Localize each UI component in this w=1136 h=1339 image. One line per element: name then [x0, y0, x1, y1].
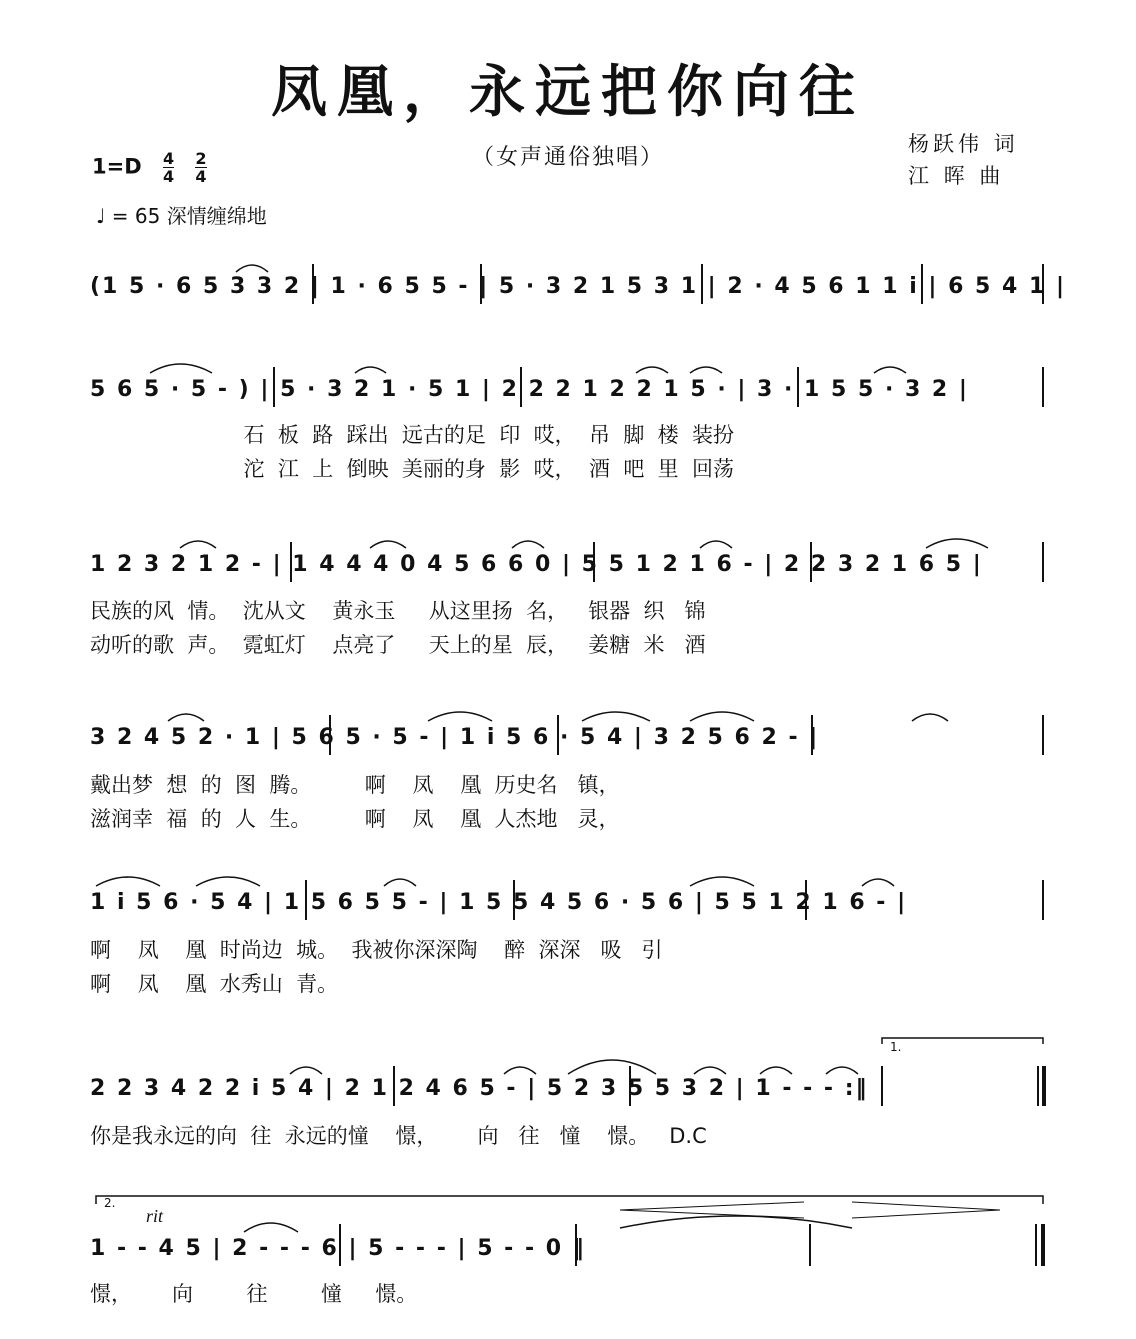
song-subtitle: （女声通俗独唱） [471, 145, 664, 170]
notes-row-4: 3 2 4 5 2 · 1 | 5 6 5 · 5 - | 1 i 5 6 · 5 4 | 3 2 5 6 2 - | [90, 725, 820, 750]
quarter-note-icon: ♩ [96, 204, 106, 228]
lyrics-row-5-verse-2: 啊 凤 凰 水秀山 青。 [90, 972, 339, 996]
lyrics-row-3-verse-1: 民族的风 情。 沈从文 黄永玉 从这里扬 名， 银器 织 锦 [90, 599, 706, 623]
song-title: 凤凰，永远把你向往 [271, 60, 865, 125]
lyricist-credit: 杨跃伟 词 [908, 132, 1019, 156]
notes-row-5: 1 i 5 6 · 5 4 | 1 5 6 5 5 - | 1 5 5 4 5 6 · 5 6 | 5 5 1 2 1 6 - | [90, 890, 908, 915]
lyrics-row-6: 你是我永远的向 往 永远的憧 憬， 向 往 憧 憬。 D.C [90, 1124, 707, 1148]
notes-row-6: 2 2 3 4 2 2 i 5 4 | 2 1 2 4 6 5 - | 5 2 3 5 5 3 2 | 1 - - - :‖ [90, 1076, 869, 1101]
lyrics-row-7: 憬， 向 往 憧 憬。 [90, 1282, 418, 1306]
lyrics-row-4-verse-1: 戴出梦 想 的 图 腾。 啊 凤 凰 历史名 镇， [90, 773, 620, 797]
lyrics-row-2-verse-1: 石 板 路 踩出 远古的足 印 哎， 吊 脚 楼 装扮 [90, 423, 735, 447]
notes-row-1: (1 5 · 6 5 3 3 2 | 1 · 6 5 5 - | 5 · 3 2 1 5 3 1 | 2 · 4 5 6 1 1 i | 6 5 4 1 | [90, 274, 1066, 299]
tempo-text: = 65 深情缠绵地 [111, 204, 267, 228]
rit-marking: rit [146, 1206, 164, 1226]
lyrics-row-2-verse-2: 沱 江 上 倒映 美丽的身 影 哎， 酒 吧 里 回荡 [90, 457, 735, 481]
notes-row-7: 1 - - 4 5 | 2 - - - 6 | 5 - - - | 5 - - 0 ‖ [90, 1236, 586, 1261]
lyrics-row-5-verse-1: 啊 凤 凰 时尚边 城。 我被你深深陶 醉 深深 吸 引 [90, 938, 663, 962]
composer-credit: 江 晖 曲 [908, 164, 1005, 188]
key-label: 1=D [92, 154, 142, 179]
lyrics-row-3-verse-2: 动听的歌 声。 霓虹灯 点亮了 天上的星 辰， 姜糖 米 酒 [90, 633, 706, 657]
notes-row-3: 1 2 3 2 1 2 - | 1 4 4 4 0 4 5 6 6 0 | 5 5 1 2 1 6 - | 2 2 3 2 1 6 5 | [90, 552, 983, 577]
lyrics-row-4-verse-2: 滋润幸 福 的 人 生。 啊 凤 凰 人杰地 灵， [90, 807, 620, 831]
time-signature-1: $\frac{4}{4}$ [162, 149, 175, 186]
time-signature-2: $\frac{2}{4}$ [195, 149, 207, 186]
tempo-marking [96, 200, 267, 229]
key-signature [92, 150, 207, 185]
volta-1-label: 1. [890, 1040, 902, 1054]
notes-row-2: 5 6 5 · 5 - ) | 5 · 3 2 1 · 5 1 | 2 2 2 1 2 2 1 5 · | 3 · 1 5 5 · 3 2 | [90, 377, 969, 402]
volta-2-label: 2. [104, 1196, 116, 1210]
